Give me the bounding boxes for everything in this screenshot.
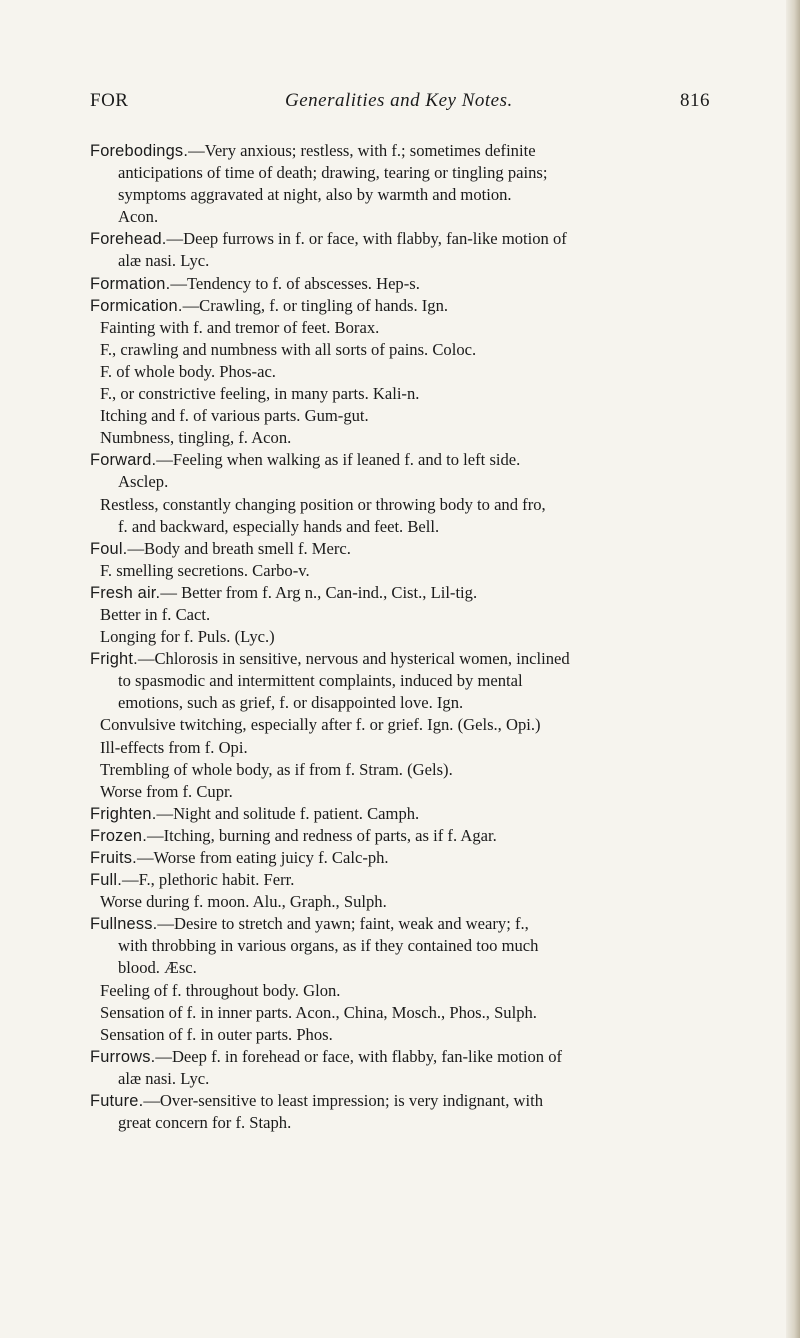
entry-keyword: Furrows. [90,1047,156,1066]
entry-text: —Itching, burning and redness of parts, as if f. Agar. [146,825,497,845]
entry-keyword: Fruits. [90,849,137,867]
entry-heading-line [90,273,718,295]
entry-text: f. and backward, especially hands and feet. Bell. [118,516,440,536]
continuation-line [90,692,718,714]
entry-text: Numbness, tingling, f. Acon. [100,428,292,448]
continuation-line [90,935,718,957]
header-left: FOR [90,90,129,111]
sub-entry-line [90,361,718,383]
entry-text: —Night and solitude f. patient. Camph. [156,803,420,823]
entry-keyword: Future. [90,1092,144,1111]
entry-text: Itching and f. of various parts. Gum-gut. [100,406,369,426]
continuation-line [90,670,718,692]
sub-entry-line [90,714,718,736]
page-edge-shadow [786,0,800,1338]
sub-entry-line [90,339,718,361]
entry-heading-line [90,449,718,471]
sub-entry-line [90,781,718,803]
entry-text: —Over-sensitive to least impression; is very indignant, with [143,1091,544,1111]
entry-text: Longing for f. Puls. (Lyc.) [100,627,275,647]
continuation-line [90,162,718,184]
continuation-line [90,1068,718,1090]
entry-text: Convulsive twitching, especially after f. or grief. Ign. (Gels., Opi.) [100,715,541,735]
entry-text: anticipations of time of death; drawing, tearing or tingling pains; [118,163,548,183]
entry-keyword: Fright. [90,650,138,669]
entry-keyword: Frighten. [90,804,157,823]
entry-keyword: Formication. [90,296,183,315]
sub-entry-line [90,383,718,405]
entry-heading-line [90,825,718,847]
page-number: 816 [680,90,710,111]
entry-heading-line [90,1046,718,1068]
entry-text: Sensation of f. in inner parts. Acon., China, Mosch., Phos., Sulph. [100,1002,537,1022]
entry-heading-line [90,869,718,891]
entry-text: symptoms aggravated at night, also by warmth and motion. [118,185,512,205]
page-body [90,140,718,1134]
entry-text: —Feeling when walking as if leaned f. and to left side. [156,450,521,470]
entry-text: —Very anxious; restless, with f.; sometimes definite [188,141,536,160]
entry-text: Sensation of f. in outer parts. Phos. [100,1024,333,1044]
entry-text: —Deep f. in forehead or face, with flabby, fan-like motion of [155,1046,563,1066]
sub-entry-line [90,980,718,1002]
entry-keyword: Foul. [90,539,128,558]
entry-text: Better in f. Cact. [100,604,211,624]
entry-text: — Better from f. Arg n., Can-ind., Cist., Lil-tig. [160,582,478,602]
header-title: Generalities and Key Notes. [285,90,513,111]
entry-text: Trembling of whole body, as if from f. Stram. (Gels). [100,759,453,779]
sub-entry-line [90,405,718,427]
entry-keyword: Fullness. [90,915,158,934]
entry-text: F. of whole body. Phos-ac. [100,361,276,381]
entry-heading-line [90,295,718,317]
entry-heading-line [90,847,718,869]
entry-heading-line [90,538,718,560]
entry-text: blood. Æsc. [118,958,197,978]
entry-text: —Tendency to f. of abscesses. Hep-s. [170,273,420,293]
entry-text: alæ nasi. Lyc. [118,1068,210,1088]
entry-heading-line [90,803,718,825]
entry-text: with throbbing in various organs, as if they contained too much [118,936,539,956]
sub-entry-line [90,759,718,781]
entry-keyword: Fresh air. [90,583,161,602]
entry-text: F., or constrictive feeling, in many parts. Kali-n. [100,384,420,404]
continuation-line [90,1112,718,1134]
sub-entry-line [90,317,718,339]
sub-entry-line [90,626,718,648]
continuation-line [90,516,718,538]
entry-text: alæ nasi. Lyc. [118,251,210,271]
entry-text: to spasmodic and intermittent complaints, induced by mental [118,671,523,691]
entry-text: Restless, constantly changing position or throwing body to and fro, [100,494,546,514]
entry-text: —Chlorosis in sensitive, nervous and hysterical women, inclined [137,649,570,669]
sub-entry-line [90,604,718,626]
entry-text: —Worse from eating juicy f. Calc-ph. [136,848,389,867]
entry-text: —Body and breath smell f. Merc. [127,538,351,558]
continuation-line [90,471,718,493]
entry-text: —F., plethoric habit. Ferr. [121,870,295,890]
entry-text: Asclep. [118,472,169,492]
entry-text: Acon. [118,207,159,227]
sub-entry-line [90,891,718,913]
entry-keyword: Full. [90,871,122,890]
entry-text: Worse during f. moon. Alu., Graph., Sulph. [100,892,387,912]
entry-text: Fainting with f. and tremor of feet. Borax. [100,317,380,337]
entry-heading-line [90,228,718,250]
entry-heading-line [90,1090,718,1112]
entry-keyword: Formation. [90,274,171,293]
entry-keyword: Forebodings. [90,142,189,160]
entry-text: —Crawling, f. or tingling of hands. Ign. [182,295,449,315]
entry-keyword: Forehead. [90,230,167,249]
entry-text: Ill-effects from f. Opi. [100,737,248,757]
entry-heading-line [90,648,718,670]
continuation-line [90,957,718,979]
entry-text: —Deep furrows in f. or face, with flabby, fan-like motion of [166,229,567,249]
continuation-line [90,206,718,228]
continuation-line [90,184,718,206]
entry-text: F., crawling and numbness with all sorts of pains. Coloc. [100,339,477,359]
entry-keyword: Frozen. [90,826,147,845]
entry-text: Worse from f. Cupr. [100,781,233,801]
entry-text: F. smelling secretions. Carbo-v. [100,560,310,580]
sub-entry-line [90,1024,718,1046]
sub-entry-line [90,560,718,582]
entry-text: —Desire to stretch and yawn; faint, weak and weary; f., [157,914,529,934]
entry-text: Feeling of f. throughout body. Glon. [100,980,341,1000]
entry-text: emotions, such as grief, f. or disappointed love. Ign. [118,693,464,713]
entry-heading-line [90,913,718,935]
continuation-line [90,250,718,272]
entry-heading-line [90,140,718,162]
sub-entry-line [90,737,718,759]
entry-text: great concern for f. Staph. [118,1113,292,1133]
sub-entry-line [90,494,718,516]
sub-entry-line [90,427,718,449]
sub-entry-line [90,1002,718,1024]
entry-heading-line [90,582,718,604]
entry-keyword: Forward. [90,451,157,470]
